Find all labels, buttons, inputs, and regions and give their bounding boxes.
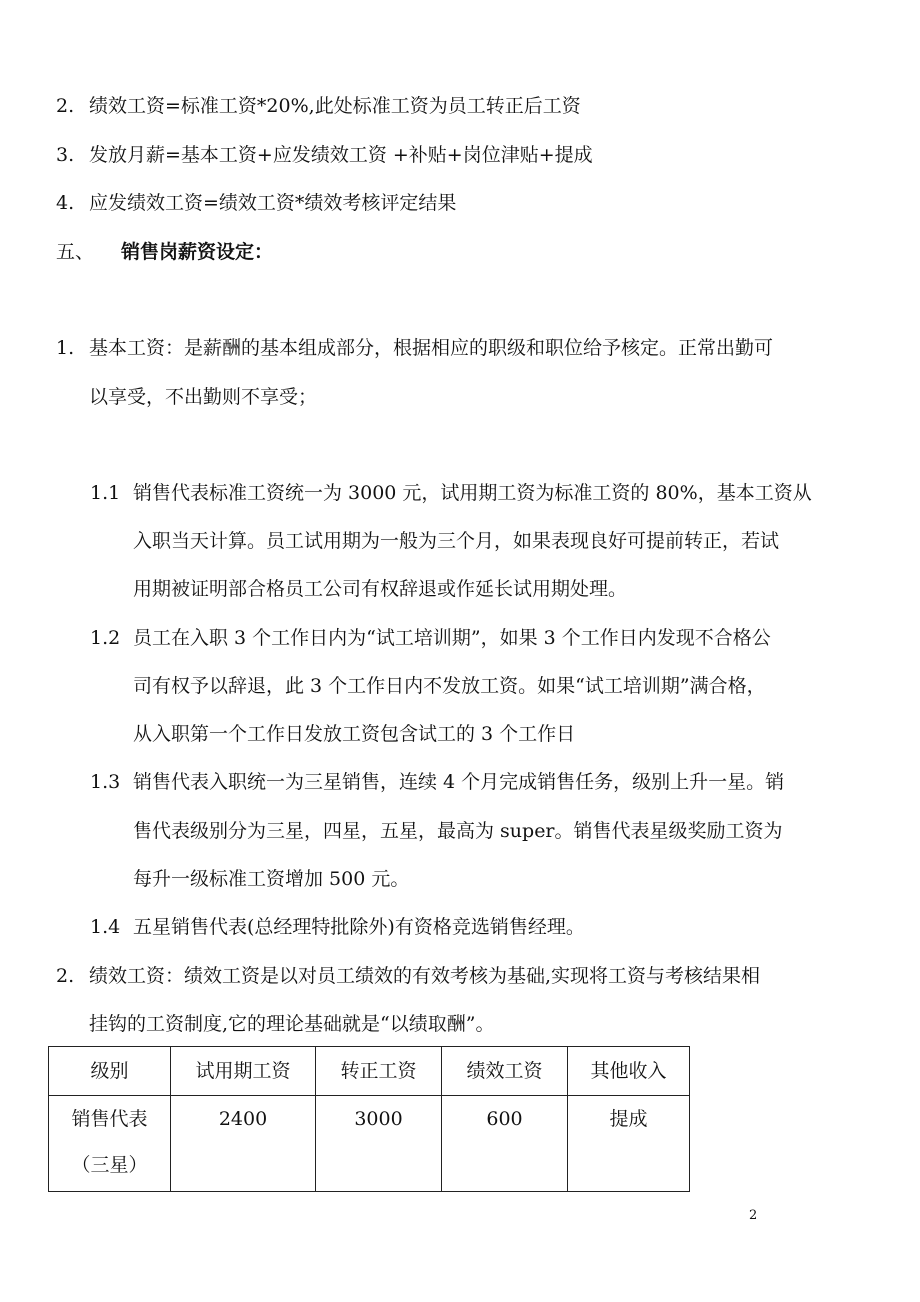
subitem-text: 五星销售代表(总经理特批除外)有资格竞选销售经理。 [133, 916, 585, 938]
item-text-line-1: 绩效工资：绩效工资是以对员工绩效的有效考核为基础,实现将工资与考核结果相 [89, 965, 761, 987]
subitem-number: 1.2 [90, 627, 121, 649]
line-number: 2. [56, 95, 75, 117]
subitem-text: 每升一级标准工资增加 500 元。 [133, 868, 410, 890]
cell-regular: 3000 [316, 1096, 442, 1192]
item-number: 1. [56, 337, 75, 359]
line-text: 发放月薪=基本工资+应发绩效工资 +补贴+岗位津贴+提成 [89, 144, 593, 166]
cell-probation: 2400 [171, 1096, 316, 1192]
cell-performance: 600 [442, 1096, 568, 1192]
line-text: 绩效工资=标准工资*20%,此处标准工资为员工转正后工资 [89, 95, 581, 117]
table-header-row [49, 1047, 690, 1096]
header-level: 级别 [49, 1047, 171, 1096]
cell-level [49, 1096, 171, 1192]
cell-other: 提成 [568, 1096, 690, 1192]
line-number: 4. [56, 192, 75, 214]
subitem-text: 入职当天计算。员工试用期为一般为三个月，如果表现良好可提前转正，若试 [133, 530, 780, 552]
subitem-text: 员工在入职 3 个工作日内为“试工培训期”，如果 3 个工作日内发现不合格公 [133, 627, 771, 649]
line-number: 3. [56, 144, 75, 166]
item-number: 2. [56, 965, 75, 987]
level-line-1: 销售代表 [71, 1108, 148, 1130]
subitem-text: 司有权予以辞退，此 3 个工作日内不发放工资。如果“试工培训期”满合格， [133, 675, 766, 697]
item-text-line-2: 挂钩的工资制度,它的理论基础就是“以绩取酬”。 [89, 1013, 495, 1035]
line-text: 应发绩效工资=绩效工资*绩效考核评定结果 [89, 192, 457, 214]
subitem-text: 销售代表标准工资统一为 3000 元，试用期工资为标准工资的 80%，基本工资从 [133, 482, 812, 504]
subitem-number: 1.4 [90, 916, 121, 938]
subitem-number: 1.1 [90, 482, 121, 504]
level-line-2: （三星） [71, 1154, 148, 1176]
subitem-text: 销售代表入职统一为三星销售，连续 4 个月完成销售任务，级别上升一星。销 [133, 771, 785, 793]
subitem-text: 售代表级别分为三星，四星，五星，最高为 super。销售代表星级奖励工资为 [133, 820, 783, 842]
subitem-text: 用期被证明部合格员工公司有权辞退或作延长试用期处理。 [133, 578, 628, 600]
item-text-line-1: 基本工资：是薪酬的基本组成部分，根据相应的职级和职位给予核定。正常出勤可 [89, 337, 774, 359]
table-row [49, 1096, 690, 1192]
subitem-text: 从入职第一个工作日发放工资包含试工的 3 个工作日 [133, 723, 576, 745]
section-title: 销售岗薪资设定： [121, 241, 274, 263]
header-performance-salary: 绩效工资 [442, 1047, 568, 1096]
page-number: 2 [749, 1208, 758, 1223]
header-other-income: 其他收入 [568, 1047, 690, 1096]
section-number: 五、 [56, 241, 95, 263]
header-probation-salary: 试用期工资 [171, 1047, 316, 1096]
header-regular-salary: 转正工资 [316, 1047, 442, 1096]
subitem-number: 1.3 [90, 771, 121, 793]
item-text-line-2: 以享受，不出勤则不享受； [89, 386, 318, 408]
salary-table [48, 1046, 690, 1192]
